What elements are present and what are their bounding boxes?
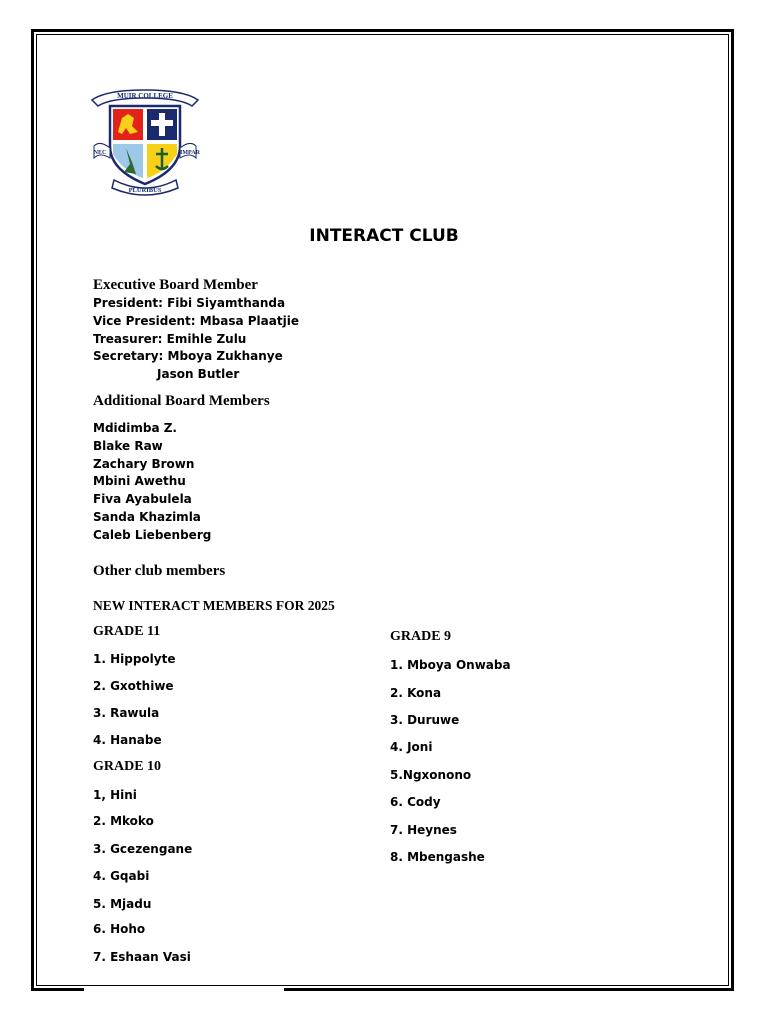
grade-10-member: 7. Eshaan Vasi [93,950,191,964]
executive-treasurer: Treasurer: Emihle Zulu [93,332,247,346]
grade-10-member: 2. Mkoko [93,814,154,828]
grade-11-heading: GRADE 11 [93,624,161,639]
border-gap [84,986,284,994]
executive-secretary: Secretary: Mboya Zukhanye [93,349,283,363]
grade-9-member: 7. Heynes [390,823,457,837]
grade-9-member: 5.Ngxonono [390,768,472,782]
grade-9-member: 4. Joni [390,740,433,754]
additional-member: Mdidimba Z. [93,421,177,435]
crest-motto-right: IMPAR [180,150,200,156]
executive-secretary-second: Jason Butler [157,367,240,381]
grade-10-member: 1, Hini [93,788,137,802]
additional-member: Sanda Khazimla [93,510,201,524]
grade-10-member: 4. Gqabi [93,869,150,883]
additional-member: Blake Raw [93,439,163,453]
executive-president: President: Fibi Siyamthanda [93,296,286,310]
crest-motto-left: NEC [93,150,107,156]
page-title: INTERACT CLUB [309,226,459,246]
grade-10-member: 6. Hoho [93,922,146,936]
new-members-heading: NEW INTERACT MEMBERS FOR 2025 [93,598,335,613]
grade-11-member: 2. Gxothiwe [93,679,174,693]
crest-motto-bottom: PLURIBUS [128,187,162,194]
grade-10-heading: GRADE 10 [93,759,162,774]
grade-9-member: 8. Mbengashe [390,850,485,864]
grade-9-member: 3. Duruwe [390,713,460,727]
grade-11-member: 4. Hanabe [93,733,162,747]
additional-member: Mbini Awethu [93,474,186,488]
executive-vice-president: Vice President: Mbasa Plaatjie [93,314,299,328]
other-members-heading: Other club members [93,563,226,579]
grade-9-heading: GRADE 9 [390,629,452,644]
muir-college-crest-logo [86,84,204,198]
additional-member: Zachary Brown [93,457,195,471]
executive-board-heading: Executive Board Member [93,277,258,293]
grade-9-member: 6. Cody [390,795,441,809]
grade-10-member: 3. Gcezengane [93,842,193,856]
additional-member: Caleb Liebenberg [93,528,212,542]
grade-11-member: 1. Hippolyte [93,652,176,666]
additional-board-heading: Additional Board Members [93,393,270,409]
grade-11-member: 3. Rawula [93,706,160,720]
grade-9-member: 2. Kona [390,686,442,700]
grade-10-member: 5. Mjadu [93,897,152,911]
additional-member: Fiva Ayabulela [93,492,192,506]
grade-9-member: 1. Mboya Onwaba [390,658,511,672]
crest-banner-text: MUIR COLLEGE [117,92,173,100]
